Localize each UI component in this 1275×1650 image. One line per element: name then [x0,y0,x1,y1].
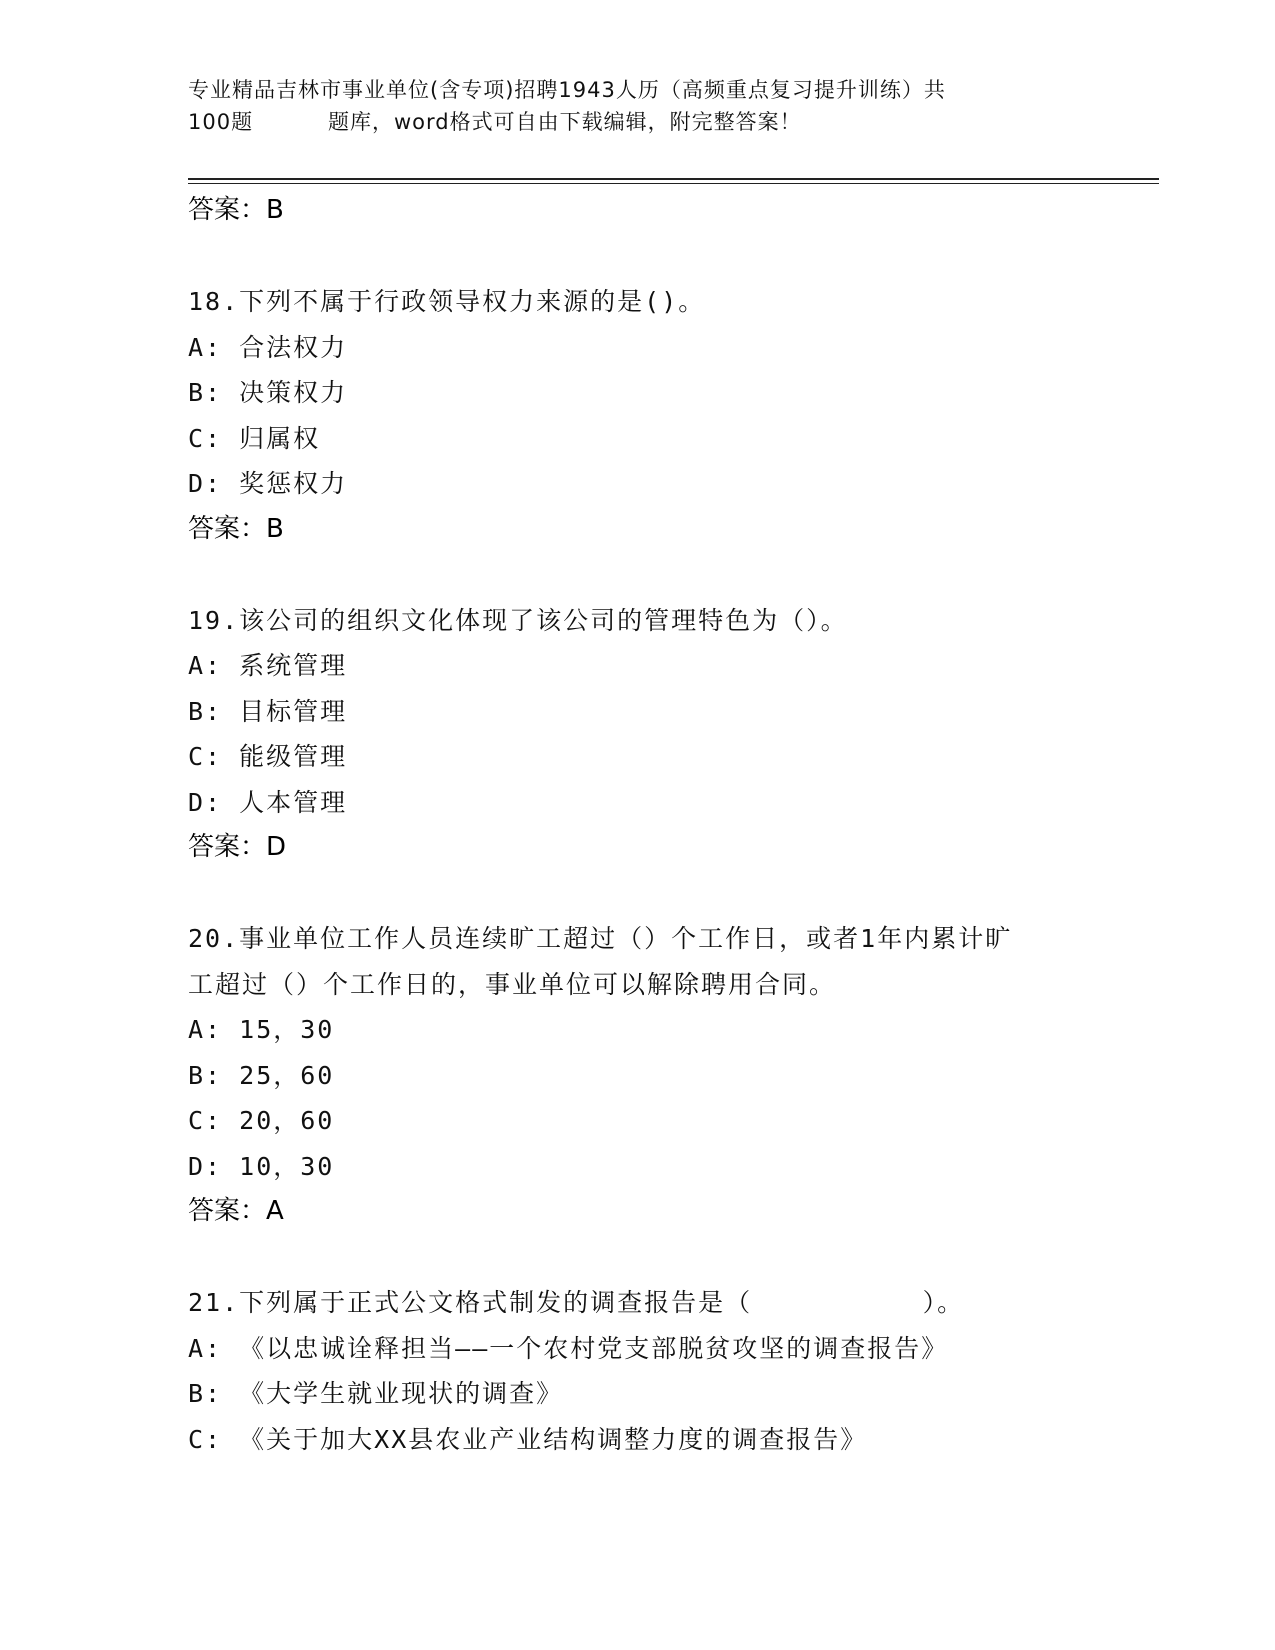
option-c: C: 归属权 [188,423,321,453]
header-question-count: 100题 [188,110,254,134]
spacer [188,234,1128,280]
question-stem-line-1: 20.事业单位工作人员连续旷工超过（）个工作日，或者1年内累计旷 [188,924,1013,953]
header-divider-thick [188,178,1159,180]
spacer [188,552,1128,598]
header-line-2 [188,106,1048,138]
answer-line: 答案：B [188,513,284,544]
header-divider-thin [188,183,1159,184]
answer-line: 答案：A [188,1196,284,1226]
question-stem: 19.该公司的组织文化体现了该公司的管理特色为（）。 [188,605,848,635]
option-d: D: 人本管理 [188,787,348,817]
option-a: A: 系统管理 [188,651,348,680]
question-stem: 21.下列属于正式公文格式制发的调查报告是（ ）。 [188,1288,965,1317]
option-b: B: 《大学生就业现状的调查》 [188,1379,564,1408]
document-header [188,74,1048,138]
option-b: B: 目标管理 [188,696,348,726]
option-c: C: 20，60 [188,1106,335,1135]
header-description: 题库，word格式可自由下载编辑，附完整答案！ [328,110,802,134]
option-d: D: 奖惩权力 [188,469,348,498]
answer-line: 答案：D [188,832,287,862]
option-d: D: 10，30 [188,1151,335,1181]
question-content [188,188,1128,1462]
option-c: C: 能级管理 [188,742,348,771]
spacer [188,1235,1128,1281]
spacer [188,871,1128,917]
question-stem-line-2: 工超过（）个工作日的，事业单位可以解除聘用合同。 [188,969,837,999]
option-b: B: 决策权力 [188,378,348,407]
option-a: A: 合法权力 [188,332,348,362]
option-a: A: 《以忠诚诠释担当——一个农村党支部脱贫攻坚的调查报告》 [188,1333,949,1363]
question-stem: 18.下列不属于行政领导权力来源的是()。 [188,287,706,316]
header-line-1: 专业精品吉林市事业单位(含专项)招聘1943人历（高频重点复习提升训练）共 [188,78,946,102]
option-a: A: 15，30 [188,1015,335,1044]
answer-line: 答案：B [188,195,284,225]
option-b: B: 25，60 [188,1060,335,1090]
option-c: C: 《关于加大XX县农业产业结构调整力度的调查报告》 [188,1424,868,1454]
